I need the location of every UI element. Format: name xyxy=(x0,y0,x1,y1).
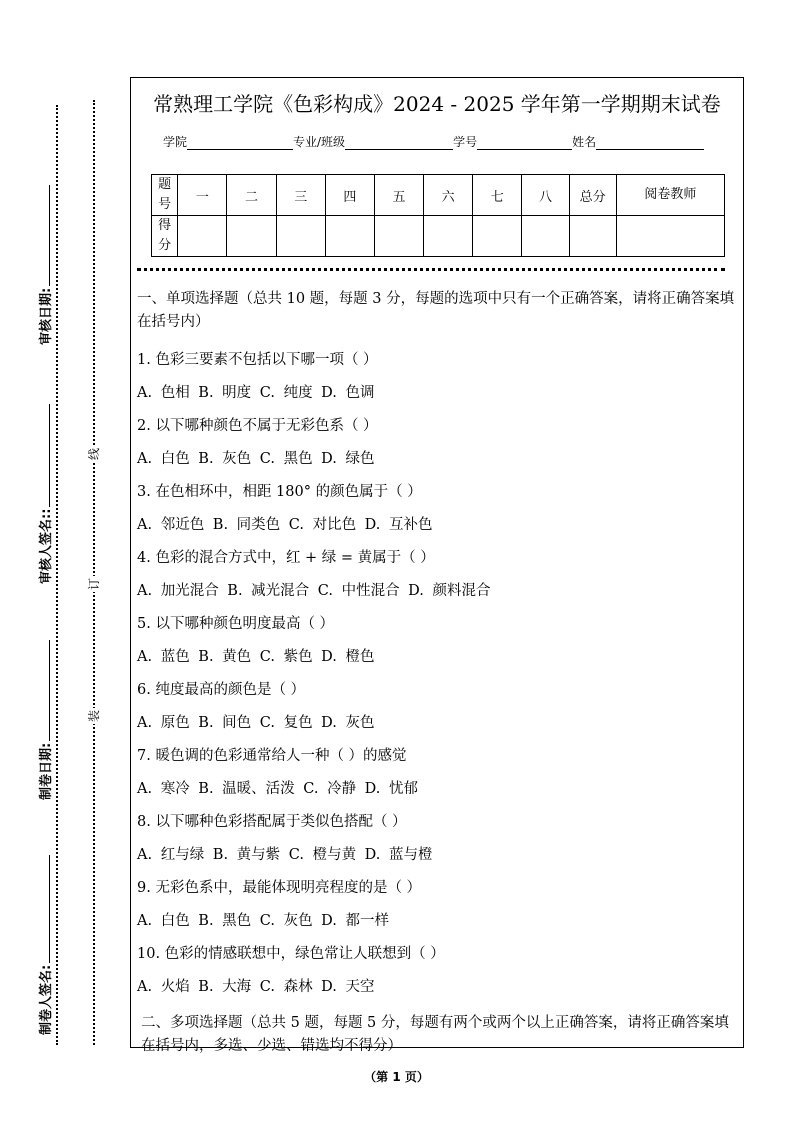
exam-title: 常熟理工学院《色彩构成》2024 - 2025 学年第一学期期末试卷 xyxy=(153,92,721,116)
page-number: （第 1 页） xyxy=(364,1070,429,1084)
question-options: A. 寒冷 B. 温暖、活泼 C. 冷静 D. 忧郁 xyxy=(137,781,419,797)
major-blank[interactable] xyxy=(345,137,453,150)
score-cell[interactable] xyxy=(374,216,423,257)
student-id-label: 学号 xyxy=(453,135,478,149)
score-cell[interactable] xyxy=(227,216,276,257)
question-options: A. 蓝色 B. 黄色 C. 紫色 D. 橙色 xyxy=(137,649,375,665)
name-label: 姓名 xyxy=(572,135,597,149)
make-date-label: 制卷日期: xyxy=(38,742,54,800)
score-table xyxy=(151,174,725,257)
score-cell[interactable] xyxy=(276,216,325,257)
student-info-row xyxy=(163,133,704,150)
score-table-header-row xyxy=(152,175,725,216)
score-cell[interactable] xyxy=(325,216,374,257)
score-header: 五 xyxy=(374,175,423,216)
score-cell[interactable] xyxy=(424,216,473,257)
score-cell[interactable] xyxy=(473,216,522,257)
score-cell-grader[interactable] xyxy=(616,216,724,257)
review-date-field xyxy=(34,185,54,345)
question-options: A. 白色 B. 黑色 C. 灰色 D. 都一样 xyxy=(137,913,390,929)
score-header: 六 xyxy=(424,175,473,216)
bind-line-char: 线 xyxy=(87,447,102,461)
score-header: 七 xyxy=(473,175,522,216)
make-date-field xyxy=(34,640,54,800)
question-text: 2. 以下哪种颜色不属于无彩色系（ ） xyxy=(137,418,378,434)
section2-heading: 二、多项选择题（总共 5 题，每题 5 分，每题有两个或两个以上正确答案，请将正确答案填在括号内，多选、少选、错选均不得分） xyxy=(141,1015,729,1054)
question-options: A. 白色 B. 灰色 C. 黑色 D. 绿色 xyxy=(137,451,375,467)
score-row-label: 得分 xyxy=(152,216,178,257)
question-text: 7. 暖色调的色彩通常给人一种（ ）的感觉 xyxy=(137,748,407,764)
score-cell[interactable] xyxy=(178,216,227,257)
question-options: A. 色相 B. 明度 C. 纯度 D. 色调 xyxy=(137,385,375,401)
question-text: 4. 色彩的混合方式中，红 + 绿 = 黄属于（ ） xyxy=(137,550,435,566)
question-text: 9. 无彩色系中，最能体现明亮程度的是（ ） xyxy=(137,880,422,896)
name-blank[interactable] xyxy=(596,137,704,150)
score-header: 八 xyxy=(522,175,569,216)
score-header: 四 xyxy=(325,175,374,216)
question-text: 8. 以下哪种色彩搭配属于类似色搭配（ ） xyxy=(137,814,407,830)
question-options: A. 火焰 B. 大海 C. 森林 D. 天空 xyxy=(137,979,375,995)
major-label: 专业/班级 xyxy=(293,135,346,149)
reviewer-sign-blank[interactable] xyxy=(39,404,50,507)
score-cell-total[interactable] xyxy=(569,216,616,257)
college-label: 学院 xyxy=(163,135,188,149)
exam-content xyxy=(137,288,741,1058)
question-text: 5. 以下哪种颜色明度最高（ ） xyxy=(137,616,335,632)
question-options: A. 红与绿 B. 黄与紫 C. 橙与黄 D. 蓝与橙 xyxy=(137,847,433,863)
question-text: 6. 纯度最高的颜色是（ ） xyxy=(137,682,306,698)
bind-staple-char: 订 xyxy=(87,577,102,591)
question-text: 10. 色彩的情感联想中，绿色常让人联想到（ ） xyxy=(137,946,445,962)
question-options: A. 原色 B. 间色 C. 复色 D. 灰色 xyxy=(137,715,375,731)
student-id-blank[interactable] xyxy=(477,137,572,150)
maker-sign-blank[interactable] xyxy=(39,855,50,963)
score-header-total: 总分 xyxy=(569,175,616,216)
maker-sign-field xyxy=(34,855,54,1035)
score-header: 二 xyxy=(227,175,276,216)
question-options: A. 加光混合 B. 减光混合 C. 中性混合 D. 颜料混合 xyxy=(137,583,491,599)
reviewer-sign-field xyxy=(34,404,54,584)
question-text: 3. 在色相环中，相距 180° 的颜色属于（ ） xyxy=(137,484,422,500)
maker-sign-label: 制卷人签名: xyxy=(38,964,54,1035)
reviewer-sign-label: 审核人签名:: xyxy=(38,508,54,584)
binding-dotted-line xyxy=(93,100,95,1045)
section1-heading: 一、单项选择题（总共 10 题，每题 3 分，每题的选项中只有一个正确答案，请将正确答案填在括号内） xyxy=(137,291,735,330)
section-separator xyxy=(137,268,725,271)
score-cell[interactable] xyxy=(522,216,569,257)
question-text: 1. 色彩三要素不包括以下哪一项（ ） xyxy=(137,352,378,368)
score-header: 一 xyxy=(178,175,227,216)
score-table-score-row xyxy=(152,216,725,257)
college-blank[interactable] xyxy=(187,137,293,150)
question-options: A. 邻近色 B. 同类色 C. 对比色 D. 互补色 xyxy=(137,517,433,533)
question-number-label: 题号 xyxy=(152,175,178,216)
exam-frame xyxy=(130,77,744,1054)
bind-bind-char: 装 xyxy=(87,709,102,723)
score-header: 三 xyxy=(276,175,325,216)
score-header-grader: 阅卷教师 xyxy=(616,175,724,216)
make-date-blank[interactable] xyxy=(39,640,50,741)
review-date-blank[interactable] xyxy=(39,185,50,286)
review-date-label: 审核日期: xyxy=(38,287,54,345)
outer-dotted-line xyxy=(56,105,58,1045)
